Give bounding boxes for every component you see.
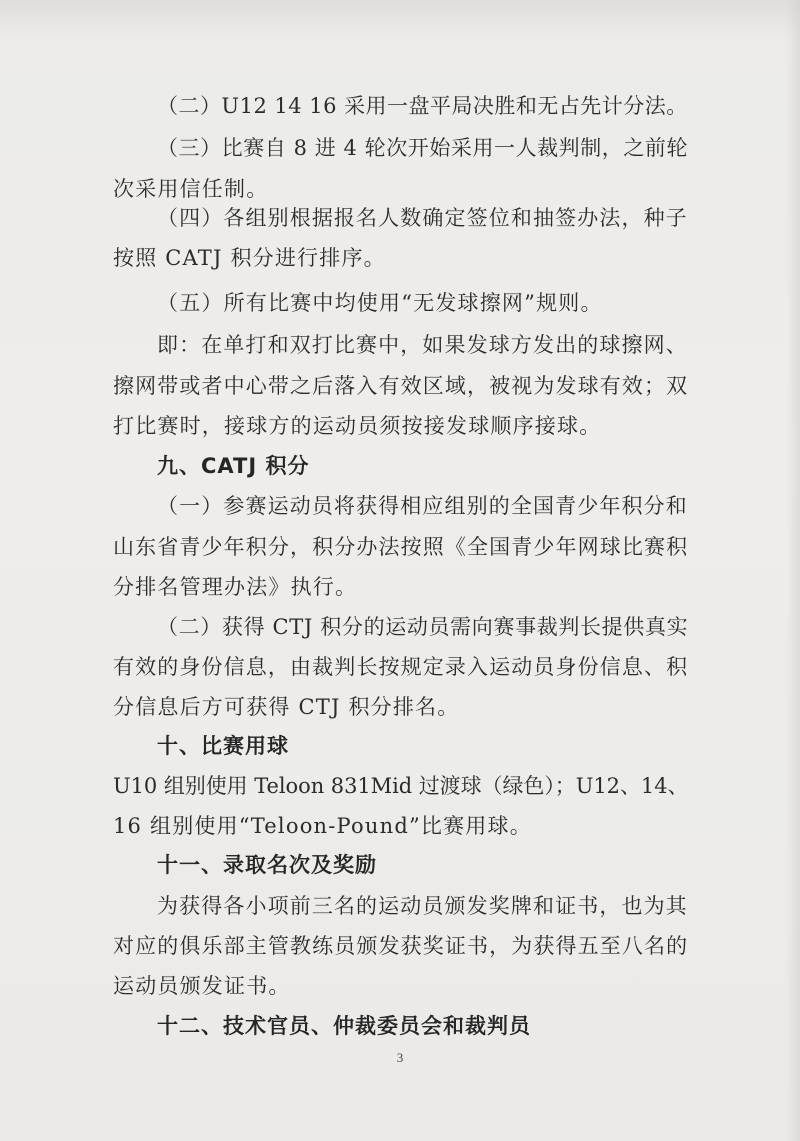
paragraph-line: 运动员颁发证书。 [113, 974, 291, 998]
paragraph-line: （三）比赛自 8 进 4 轮次开始采用一人裁判制，之前轮 [157, 136, 689, 160]
paragraph-line: U10 组别使用 Teloon 831Mid 过渡球（绿色）；U12、14、 [113, 774, 689, 798]
paragraph-line: 打比赛时，接球方的运动员须按接发球顺序接球。 [113, 414, 602, 438]
paragraph-line: 山东省青少年积分，积分办法按照《全国青少年网球比赛积 [113, 535, 689, 559]
scan-shadow-right [786, 0, 800, 1141]
paragraph-line: 即：在单打和双打比赛中，如果发球方发出的球擦网、 [157, 333, 688, 357]
paragraph-line: （四）各组别根据报名人数确定签位和抽签办法，种子 [157, 206, 688, 230]
paragraph-line: 16 组别使用“Teloon-Pound”比赛用球。 [113, 814, 532, 838]
section-heading: 九、CATJ 积分 [157, 454, 310, 478]
paragraph-line: （二）获得 CTJ 积分的运动员需向赛事裁判长提供真实 [157, 615, 689, 639]
paragraph-line: 按照 CATJ 积分进行排序。 [113, 246, 386, 270]
scan-shadow-top [0, 0, 800, 40]
section-heading: 十一、录取名次及奖励 [157, 853, 377, 877]
paragraph-line: 擦网带或者中心带之后落入有效区域，被视为发球有效；双 [113, 374, 689, 398]
paragraph-line: （五）所有比赛中均使用“无发球擦网”规则。 [157, 291, 603, 315]
paragraph-line: 有效的身份信息，由裁判长按规定录入运动员身份信息、积 [113, 655, 689, 679]
paragraph-line: 对应的俱乐部主管教练员颁发获奖证书，为获得五至八名的 [113, 934, 689, 958]
paragraph-line: （二）U12 14 16 采用一盘平局决胜和无占先计分法。 [157, 94, 688, 118]
section-heading: 十二、技术官员、仲裁委员会和裁判员 [157, 1014, 531, 1038]
paragraph-line: 分排名管理办法》执行。 [113, 575, 358, 599]
section-heading: 十、比赛用球 [157, 734, 289, 758]
paragraph-line: 为获得各小项前三名的运动员颁发奖牌和证书，也为其 [157, 894, 688, 918]
paragraph-line: 分信息后方可获得 CTJ 积分排名。 [113, 695, 460, 719]
paragraph-line: 次采用信任制。 [113, 177, 269, 201]
page-number: 3 [396, 1050, 404, 1065]
paragraph-line: （一）参赛运动员将获得相应组别的全国青少年积分和 [157, 494, 688, 518]
